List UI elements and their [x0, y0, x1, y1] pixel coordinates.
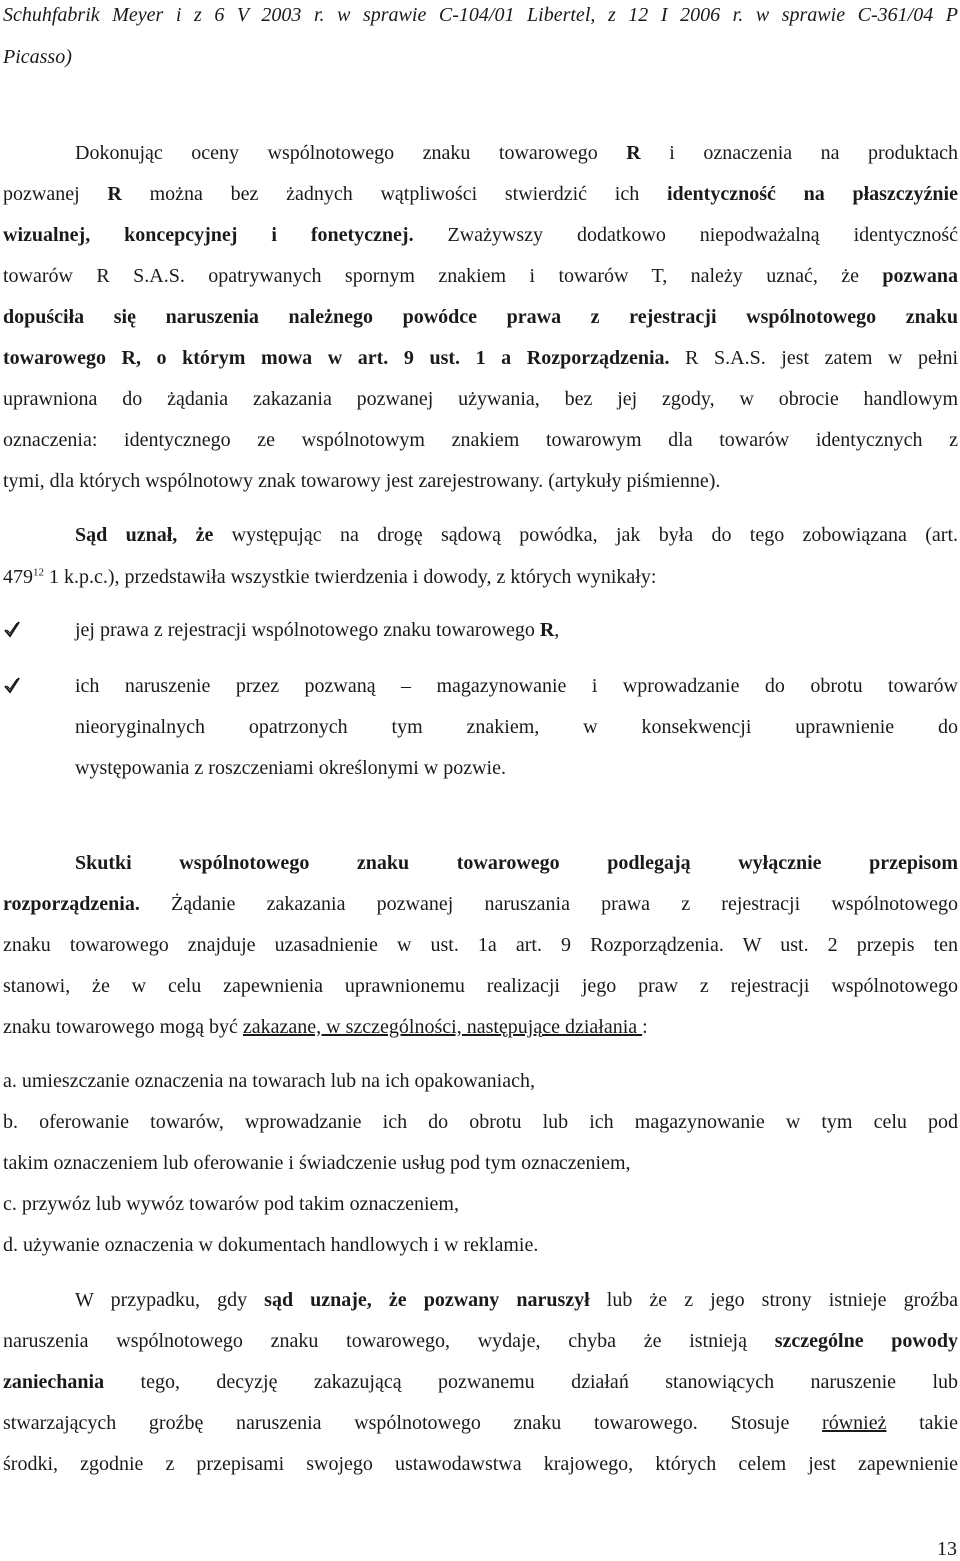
text-span: nieoryginalnych opatrzonych tym znakiem, w konsekwencji uprawnienie do — [75, 716, 958, 738]
bullet-item — [75, 673, 958, 699]
bold-text: R — [626, 142, 641, 164]
underlined-text: również — [822, 1412, 887, 1434]
paragraph-line — [3, 1410, 958, 1436]
text-span: 479 — [3, 566, 33, 588]
text-span: naruszenia wspólnotowego znaku towarowego, wydaje, chyba że istnieją — [3, 1330, 775, 1352]
bold-text: rozporządzenia. — [3, 893, 140, 915]
paragraph-line — [75, 522, 958, 548]
list-item — [3, 1191, 958, 1217]
text-span: znaku towarowego znajduje uzasadnienie w ust. 1a art. 9 Rozporządzenia. W ust. 2 przepis ten — [3, 934, 958, 956]
underlined-text: zakazane, w szczególności, następujące działania — [242, 1016, 643, 1038]
text-span: środki, zgodnie z przepisami swojego ustawodawstwa krajowego, których celem jest zapewnienie — [3, 1453, 958, 1475]
text-span: towarów R S.A.S. opatrywanych spornym znakiem i towarów T, należy uznać, że — [3, 265, 883, 287]
text-span: pozwanej — [3, 183, 108, 205]
checkmark-bullet-icon — [3, 675, 21, 695]
bullet-item — [75, 617, 958, 643]
text-span: Żądanie zakazania pozwanej naruszania prawa z rejestracji wspólnotowego — [139, 893, 958, 915]
paragraph-line — [3, 564, 958, 590]
text-span: Dokonując oceny wspólnotowego znaku towarowego — [75, 142, 627, 164]
bold-text: Skutki wspólnotowego znaku towarowego podlegają wyłącznie przepisom — [75, 852, 958, 874]
paragraph-line — [3, 891, 958, 917]
text-span: c. przywóz lub wywóz towarów pod takim oznaczeniem, — [3, 1193, 459, 1215]
text-span: uprawniona do żądania zakazania pozwanej używania, bez jej zgody, w obrocie handlowym — [3, 388, 958, 410]
bullet-item — [75, 714, 958, 740]
text-span: występowania z roszczeniami określonymi w pozwie. — [75, 757, 506, 779]
bold-text: zaniechania — [3, 1371, 105, 1393]
text-span: stanowi, że w celu zapewnienia uprawnionemu realizacji jego praw z rejestracji wspólnotowego — [3, 975, 958, 997]
text-span: lub że z jego strony istnieje groźba — [589, 1289, 958, 1311]
intro-line — [3, 44, 958, 70]
text-span: Picasso) — [3, 46, 72, 68]
paragraph-line — [3, 427, 958, 453]
text-span: R S.A.S. jest zatem w pełni — [669, 347, 959, 369]
footnote-superscript: 12 — [33, 566, 44, 579]
list-item — [3, 1068, 958, 1094]
bold-text: pozwana — [882, 265, 958, 287]
bullet-item — [75, 755, 958, 781]
text-span: 1 k.p.c.), przedstawiła wszystkie twierdzenia i dowody, z których wynikały: — [44, 566, 657, 588]
text-span: znaku towarowego mogą być — [3, 1016, 243, 1038]
bold-text: Sąd uznał, że — [75, 524, 214, 546]
paragraph-line — [3, 1014, 958, 1040]
list-item — [3, 1109, 958, 1135]
paragraph-line — [3, 1369, 958, 1395]
checkmark-bullet-icon — [3, 619, 21, 639]
paragraph-line — [3, 222, 958, 248]
text-span: W przypadku, gdy — [75, 1289, 265, 1311]
paragraph-line — [3, 1328, 958, 1354]
text-span: takim oznaczeniem lub oferowanie i świadczenie usług pod tym oznaczeniem, — [3, 1152, 631, 1174]
bold-text: R — [107, 183, 122, 205]
intro-line — [3, 2, 958, 28]
text-span: występując na drogę sądową powódka, jak była do tego zobowiązana (art. — [213, 524, 958, 546]
paragraph-line — [3, 304, 958, 330]
text-span: i oznaczenia na produktach — [640, 142, 958, 164]
list-item — [3, 1150, 958, 1176]
bold-text: dopuściła się naruszenia należnego powódce prawa z rejestracji wspólnotowego znaku — [3, 306, 958, 328]
text-span: ich naruszenie przez pozwaną – magazynowanie i wprowadzanie do obrotu towarów — [75, 675, 958, 697]
text-span: tymi, dla których wspólnotowy znak towarowy jest zarejestrowany. (artykuły piśmienne). — [3, 470, 721, 492]
text-span: tego, decyzję zakazującą pozwanemu działań stanowiących naruszenie lub — [104, 1371, 958, 1393]
text-span: b. oferowanie towarów, wprowadzanie ich do obrotu lub ich magazynowanie w tym celu pod — [3, 1111, 958, 1133]
text-span: Schuhfabrik Meyer i z 6 V 2003 r. w sprawie C-104/01 Libertel, z 12 I 2006 r. w sprawie C-361/04 P — [3, 4, 958, 26]
paragraph-line — [3, 181, 958, 207]
text-span: oznaczenia: identycznego ze wspólnotowym znakiem towarowym dla towarów identycznych z — [3, 429, 958, 451]
paragraph-line — [3, 345, 958, 371]
paragraph-line — [3, 386, 958, 412]
text-span: d. używanie oznaczenia w dokumentach handlowych i w reklamie. — [3, 1234, 539, 1256]
paragraph-line — [75, 850, 958, 876]
bold-text: wizualnej, koncepcyjnej i fonetycznej. — [3, 224, 414, 246]
text-span: : — [642, 1016, 648, 1038]
paragraph-line — [75, 1287, 958, 1313]
bold-text: sąd uznaje, że pozwany naruszył — [264, 1289, 590, 1311]
bold-text: szczególne powody — [774, 1330, 958, 1352]
list-item — [3, 1232, 958, 1258]
paragraph-line — [3, 973, 958, 999]
page-number: 13 — [937, 1538, 957, 1560]
text-span: Zważywszy dodatkowo niepodważalną identyczność — [413, 224, 959, 246]
text-span: stwarzających groźbę naruszenia wspólnotowego znaku towarowego. Stosuje — [3, 1412, 823, 1434]
text-span: można bez żadnych wątpliwości stwierdzić ich — [121, 183, 667, 205]
bold-text: towarowego R, o którym mowa w art. 9 ust. 1 a Rozporządzenia. — [3, 347, 670, 369]
bold-text: identyczność na płaszczyźnie — [666, 183, 958, 205]
bold-text: R — [539, 619, 555, 641]
text-span: jej prawa z rejestracji wspólnotowego znaku towarowego — [75, 619, 540, 641]
text-span: , — [554, 619, 560, 641]
text-span: takie — [886, 1412, 958, 1434]
paragraph-line — [3, 263, 958, 289]
paragraph-line — [3, 468, 958, 494]
paragraph-line — [75, 140, 958, 166]
paragraph-line — [3, 932, 958, 958]
paragraph-line — [3, 1451, 958, 1477]
text-span: a. umieszczanie oznaczenia na towarach lub na ich opakowaniach, — [3, 1070, 535, 1092]
